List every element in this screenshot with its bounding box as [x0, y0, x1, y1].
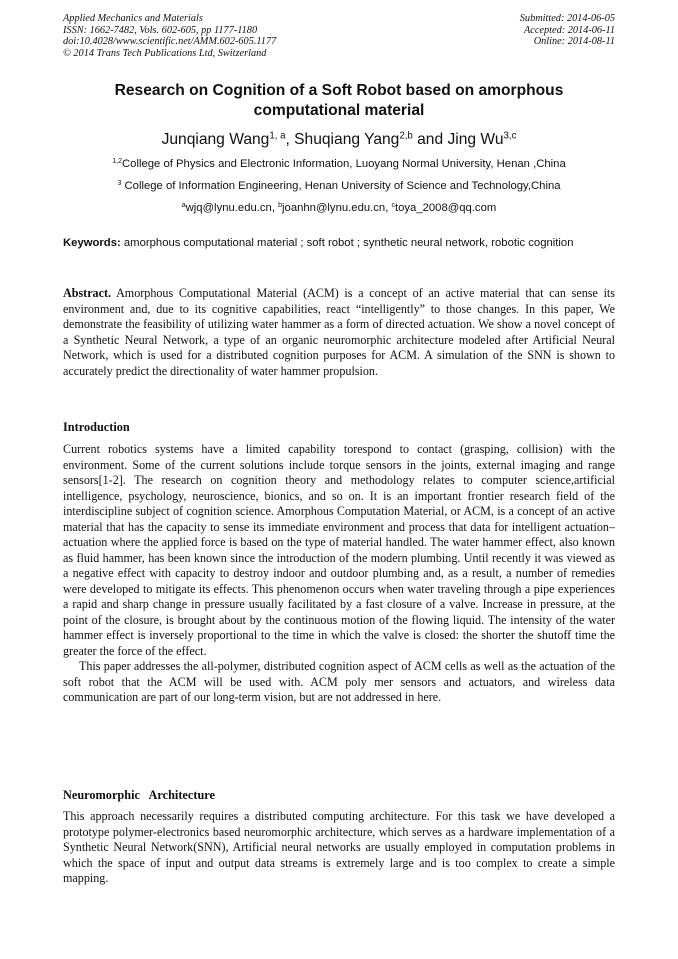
abstract-text: Amorphous Computational Material (ACM) is a concept of an active material that can sense its environment and, due to its cognitive capabilities, react “intelligently” to those changes. In this paper, We demonstrate the feasibility of utilizing water hammer as a form of directed actuation. We show a novel concept of a Synthetic Neural Network, a type of an organic neuromorphic architecture modeled after Artificial Neural Network, which is used for a distributed cognition purposes for ACM. A simulation of the SNN is shown to accurately predict the directionality of water hammer propulsion. — [63, 286, 615, 378]
affiliation-1 — [63, 157, 615, 171]
title-line-1: Research on Cognition of a Soft Robot based on amorphous — [114, 82, 564, 99]
online-date: Online: 2014-08-11 — [533, 36, 615, 48]
issn-pages: ISSN: 1662-7482, Vols. 602-605, pp 1177-1180 — [63, 24, 258, 36]
journal-name: Applied Mechanics and Materials — [63, 13, 203, 24]
journal-header-right — [520, 13, 615, 48]
author-separator: , — [285, 131, 295, 148]
email-c-mark: c — [391, 202, 395, 210]
journal-header-left — [63, 13, 276, 59]
section-heading-introduction: Introduction — [63, 420, 130, 434]
affiliation-2 — [63, 179, 615, 193]
author-emails — [63, 201, 615, 215]
author-2-affiliation-mark: 2,b — [399, 130, 413, 142]
abstract-label: Abstract. — [63, 286, 112, 300]
affiliation-1-mark: 1,2 — [112, 158, 122, 166]
author-3-name: Jing Wu — [447, 131, 504, 148]
keywords-label: Keywords: — [63, 237, 121, 249]
email-a: wjq@lynu.edu.cn, — [185, 202, 279, 214]
architecture-body — [63, 809, 615, 887]
email-a-mark: a — [181, 202, 186, 210]
author-separator: and — [412, 131, 448, 148]
author-list — [63, 130, 615, 150]
email-c: toya_2008@qq.com — [394, 202, 497, 214]
keywords-text: amorphous computational material ; soft robot ; synthetic neural network, robotic cognition — [120, 237, 574, 249]
section-heading-neuromorphic-architecture: Neuromorphic Architecture — [63, 788, 215, 802]
affiliation-2-mark: 3 — [117, 180, 122, 188]
copyright: © 2014 Trans Tech Publications Ltd, Switzerland — [63, 47, 267, 59]
doi: doi:10.4028/www.scientific.net/AMM.602-605.1177 — [63, 36, 277, 48]
affiliation-1-text: College of Physics and Electronic Information, Luoyang Normal University, Henan ,China — [122, 158, 566, 170]
architecture-paragraph-1: This approach necessarily requires a distributed computing architecture. For this task we have developed a prototype polymer-electronics based neuromorphic architecture, which serves as a hardware implementation of a Synthetic Neural Network(SNN), Artificial neural networks are usually employed in computation problems in which the space of input and output data streams is extremely large and is too complex to create a simple mapping. — [63, 809, 615, 885]
author-1-affiliation-mark: 1, a — [269, 130, 286, 142]
keywords — [63, 236, 615, 251]
introduction-paragraph-2: This paper addresses the all-polymer, distributed cognition aspect of ACM cells as well as the actuation of the soft robot that the ACM will be used with. ACM poly mer sensors and actuators, and wireless data communication are part of our long-term vision, but are not addressed in here. — [63, 659, 615, 704]
title-line-2: computational material — [253, 102, 425, 119]
abstract — [63, 286, 615, 379]
email-b-mark: b — [278, 202, 283, 210]
submitted-date: Submitted: 2014-06-05 — [519, 13, 615, 24]
paper-title — [63, 81, 615, 121]
email-b: joanhn@lynu.edu.cn, — [282, 202, 392, 214]
accepted-date: Accepted: 2014-06-11 — [523, 24, 615, 36]
affiliation-2-text: College of Information Engineering, Henan University of Science and Technology,China — [121, 180, 561, 192]
author-2-name: Shuqiang Yang — [294, 131, 400, 148]
introduction-paragraph-1: Current robotics systems have a limited capability torespond to contact (grasping, collision) with the environment. Some of the current solutions include torque sensors in the joints, external imaging and range sensors[1-2]. The research on cognition theory and methodology relates to computer science,artificial intelligence, psychology, neuroscience, bionics, and so on. It is an important frontier research field of the interdiscipline subject of cognition science. Amorphous Computation Material, or ACM, is a concept of an active material that has the capacity to sense its immediate environment and process that data for intelligent actuation–actuation where the applied force is based on the type of material handled. The water hammer effect, also known as fluid hammer, has been known since the introduction of the modern plumbing. Until recently it was viewed as a negative effect with capacity to destroy indoor and outdoor plumbing and, as a result, a number of remedies were developed to mitigate its effects. This phenomenon occurs when water traveling through a pipe experiences a rapid and sharp change in pressure usually facilitated by a fast closure of a valve. Increase in pressure, at the point of the closure, is brought about by the continuous motion of the flowing liquid. The intensity of the water hammer effect is inversely proportional to the time in which the valve is closed: the shorter the shutoff time the greater the force of the effect. — [63, 442, 615, 658]
introduction-body — [63, 442, 615, 706]
author-1-name: Junqiang Wang — [161, 131, 270, 148]
author-3-affiliation-mark: 3,c — [503, 130, 517, 142]
